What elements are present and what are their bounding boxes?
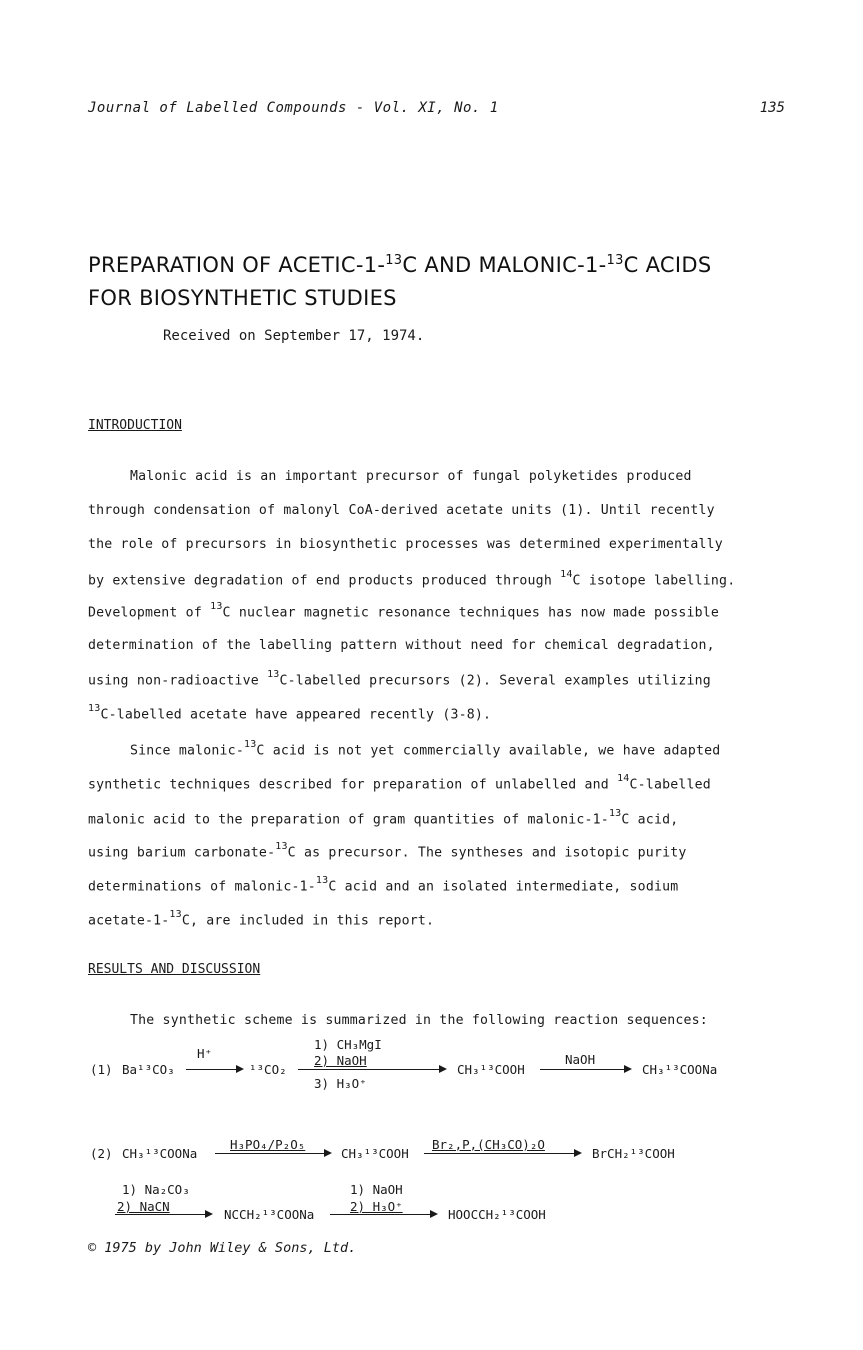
intro-line-11: malonic acid to the preparation of gram quantities of malonic-1-$^{13}$C acid, [88,808,679,828]
reaction-1-arrow-1 [186,1069,242,1070]
received-date: Received on September 17, 1974. [163,328,425,344]
intro-line-4: by extensive degradation of end products produced through $^{14}$C isotope labelling. [88,569,736,589]
reaction-1-product-co2: ¹³CO₂ [249,1062,287,1077]
reaction-1-product-sodium-acetate: CH₃¹³COONa [642,1062,718,1077]
reaction-3-condition-2b: 2) H₃O⁺ [350,1199,403,1214]
reaction-2-label: (2) [90,1146,113,1161]
journal-header: Journal of Labelled Compounds - Vol. XI, No. 1 [88,100,499,116]
intro-line-2: through condensation of malonyl CoA-derived acetate units (1). Until recently [88,503,715,518]
reaction-3-product-malonic-acid: HOOCCH₂¹³COOH [448,1207,546,1222]
reaction-2-arrow-1 [215,1153,330,1154]
results-intro-line: The synthetic scheme is summarized in the following reaction sequences: [130,1013,708,1028]
reaction-3-arrow-1 [115,1214,211,1215]
reaction-2-condition-2: Br₂,P,(CH₃CO)₂O [432,1137,545,1152]
reaction-3-arrow-2 [330,1214,436,1215]
intro-line-6: determination of the labelling pattern without need for chemical degradation, [88,638,715,653]
reaction-1-arrow-3 [540,1069,630,1070]
reaction-2-arrow-2 [424,1153,580,1154]
copyright-notice: © 1975 by John Wiley & Sons, Ltd. [88,1240,357,1256]
reaction-1-product-acetic-acid: CH₃¹³COOH [457,1062,525,1077]
reaction-3-product-cyanoacetate: NCCH₂¹³COONa [224,1207,315,1222]
reaction-2-reactant: CH₃¹³COONa [122,1146,198,1161]
page-number: 135 [759,100,785,116]
intro-line-9: Since malonic-$^{13}$C acid is not yet commercially available, we have adapted [130,739,721,759]
reaction-1-condition-naoh: NaOH [565,1052,596,1067]
reaction-1-condition-acid: H⁺ [197,1046,213,1061]
reaction-1-arrow-2 [298,1069,445,1070]
intro-line-14: acetate-1-$^{13}$C, are included in this report. [88,909,435,929]
intro-line-12: using barium carbonate-$^{13}$C as precursor. The syntheses and isotopic purity [88,841,687,861]
intro-line-3: the role of precursors in biosynthetic processes was determined experimentally [88,537,723,552]
title-line-2: FOR BIOSYNTHETIC STUDIES [88,286,397,310]
intro-line-8: $^{13}$C-labelled acetate have appeared recently (3-8). [88,703,492,723]
reaction-3-condition-1b: 2) NaCN [117,1199,170,1214]
reaction-3-condition-1a: 1) Na₂CO₃ [122,1182,190,1197]
results-heading: RESULTS AND DISCUSSION [88,962,261,977]
introduction-heading: INTRODUCTION [88,418,182,433]
reaction-1-condition-step1: 1) CH₃MgI [314,1037,382,1052]
intro-line-5: Development of $^{13}$C nuclear magnetic resonance techniques has now made possible [88,601,720,621]
intro-line-13: determinations of malonic-1-$^{13}$C acid and an isolated intermediate, sodium [88,875,679,895]
reaction-3-condition-2a: 1) NaOH [350,1182,403,1197]
reaction-2-product-bromoacetic-acid: BrCH₂¹³COOH [592,1146,675,1161]
reaction-1-label: (1) [90,1062,113,1077]
title-line-1: PREPARATION OF ACETIC-1-$^{13}$C AND MALONIC-1-$^{13}$C ACIDS [88,253,712,277]
paper-title [88,244,711,315]
reaction-2-condition-1: H₃PO₄/P₂O₅ [230,1137,306,1152]
intro-line-1: Malonic acid is an important precursor of fungal polyketides produced [130,469,692,484]
reaction-1-condition-step3: 3) H₃O⁺ [314,1076,367,1091]
intro-line-10: synthetic techniques described for preparation of unlabelled and $^{14}$C-labelled [88,773,711,793]
intro-line-7: using non-radioactive $^{13}$C-labelled precursors (2). Several examples utilizing [88,669,711,689]
reaction-2-product-acetic-acid: CH₃¹³COOH [341,1146,409,1161]
reaction-1-condition-step2: 2) NaOH [314,1053,367,1068]
reaction-1-reactant: Ba¹³CO₃ [122,1062,175,1077]
